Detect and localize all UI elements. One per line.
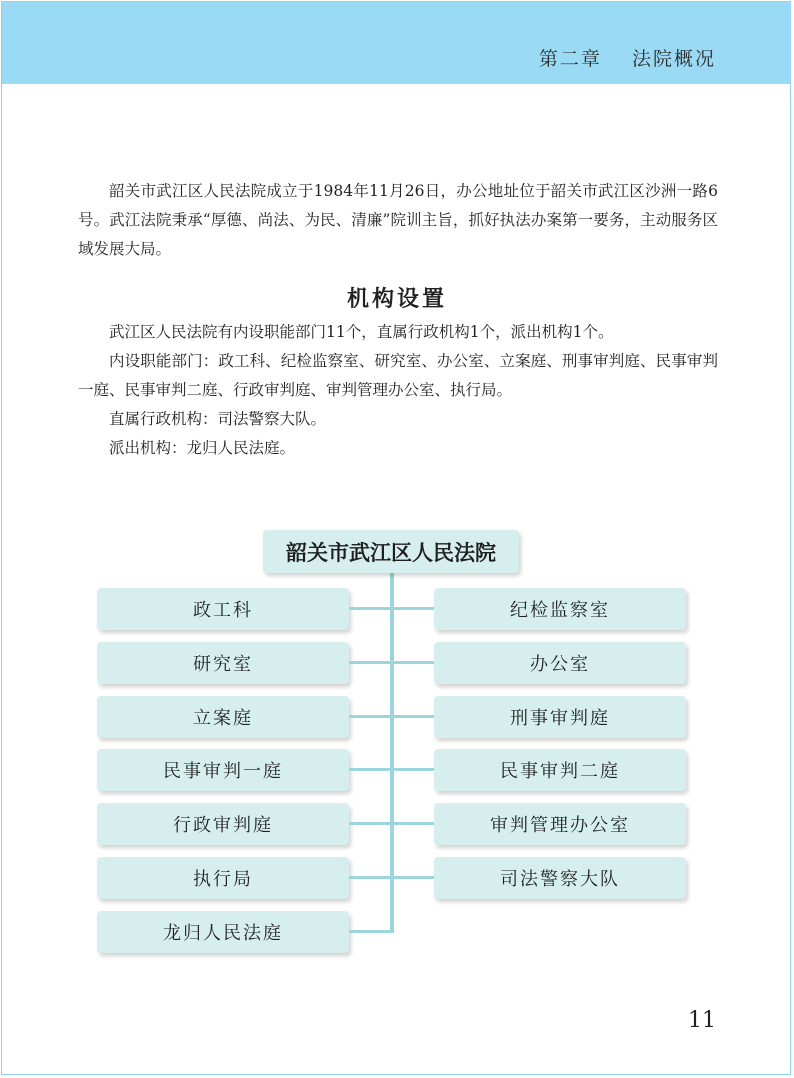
org-node-left: 龙归人民法庭 — [97, 911, 349, 953]
org-node-right: 审判管理办公室 — [434, 803, 686, 845]
org-node-left: 政工科 — [97, 588, 349, 630]
chapter-title: 法院概况 — [631, 48, 716, 70]
section-heading: 机构设置 — [346, 287, 447, 312]
intro-paragraph: 韶关市武江区人民法院成立于1984年11月26日，办公地址位于韶关市武江区沙洲一路6号。武江法院秉承“厚德、尚法、为民、清廉”院训主旨，抓好执法办案第一要务，主动服务区域发展大局。 — [78, 182, 718, 258]
org-line-summary: 武江区人民法院有内设职能部门11个，直属行政机构1个，派出机构1个。 — [109, 323, 614, 341]
org-node-left: 行政审判庭 — [97, 803, 349, 845]
org-node-left: 研究室 — [97, 642, 349, 684]
page-frame — [1, 1, 791, 1075]
org-line-internal-departments: 内设职能部门：政工科、纪检监察室、研究室、办公室、立案庭、刑事审判庭、民事审判一庭、民事审判二庭、行政审判庭、审判管理办公室、执行局。 — [78, 352, 718, 399]
org-node-right: 办公室 — [434, 642, 686, 684]
org-node-right: 民事审判二庭 — [434, 749, 686, 791]
page-number: 11 — [688, 1008, 716, 1033]
org-node-right: 纪检监察室 — [434, 588, 686, 630]
org-chart-root: 韶关市武江区人民法院 — [263, 530, 519, 573]
chapter-number: 第二章 — [538, 48, 602, 70]
org-node-right: 刑事审判庭 — [434, 696, 686, 738]
org-node-left: 民事审判一庭 — [97, 749, 349, 791]
header-band — [2, 2, 791, 84]
org-node-right: 司法警察大队 — [434, 857, 686, 899]
org-line-admin-unit: 直属行政机构：司法警察大队。 — [109, 410, 327, 428]
organization-text — [78, 318, 718, 463]
org-line-dispatched-unit: 派出机构：龙归人民法庭。 — [109, 439, 296, 457]
intro-block — [78, 177, 718, 264]
chapter-header — [539, 44, 716, 71]
org-node-left: 执行局 — [97, 857, 349, 899]
org-node-left: 立案庭 — [97, 696, 349, 738]
